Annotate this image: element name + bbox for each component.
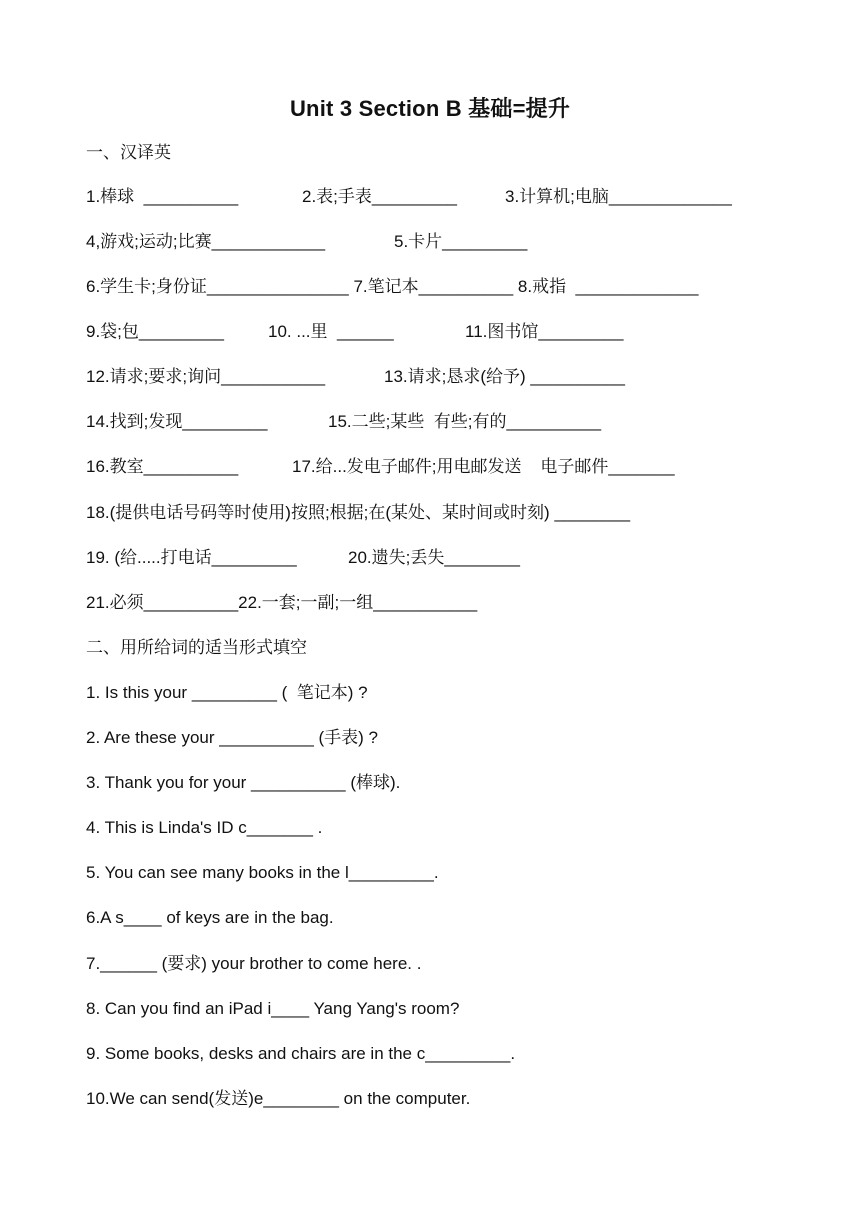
vocab-item-1: 1.棒球 __________ xyxy=(86,187,239,206)
vocab-item-15: 15.二些;某些 有些;有的__________ xyxy=(328,412,602,431)
vocab-item-5: 5.卡片_________ xyxy=(394,232,528,251)
fill-item-1: 1. Is this your _________ ( 笔记本) ? xyxy=(86,683,368,702)
fill-item-8: 8. Can you find an iPad i____ Yang Yang's room? xyxy=(86,999,460,1018)
vocab-items-21-22: 21.必须__________22.一套;一副;一组___________ xyxy=(86,593,478,612)
fill-item-2: 2. Are these your __________ (手表) ? xyxy=(86,728,379,747)
vocab-item-16: 16.教室__________ xyxy=(86,457,239,476)
vocab-item-18: 18.(提供电话号码等时使用)按照;根据;在(某处、某时间或时刻) ________ xyxy=(86,503,631,522)
vocab-item-13: 13.请求;恳求(给予) __________ xyxy=(384,367,625,386)
fill-item-4: 4. This is Linda's ID c_______ . xyxy=(86,818,323,837)
vocab-items-6-8: 6.学生卡;身份证_______________ 7.笔记本__________ 8.戒指 _____________ xyxy=(86,277,699,296)
fill-item-10: 10.We can send(发送)e________ on the computer. xyxy=(86,1089,471,1108)
vocab-item-12: 12.请求;要求;询问___________ xyxy=(86,367,326,386)
vocab-item-4: 4,游戏;运动;比赛____________ xyxy=(86,232,326,251)
fill-item-7: 7.______ (要求) your brother to come here. . xyxy=(86,954,422,973)
vocab-item-2: 2.表;手表_________ xyxy=(302,187,457,206)
fill-item-3: 3. Thank you for your __________ (棒球). xyxy=(86,773,401,792)
vocab-item-11: 11.图书馆_________ xyxy=(465,322,624,341)
vocab-item-9: 9.袋;包_________ xyxy=(86,322,224,341)
vocab-item-10: 10. ...里 ______ xyxy=(268,322,394,341)
page-title: Unit 3 Section B 基础=提升 xyxy=(289,96,571,121)
fill-item-9: 9. Some books, desks and chairs are in the c_________. xyxy=(86,1044,516,1063)
fill-item-5: 5. You can see many books in the l_________. xyxy=(86,863,439,882)
fill-item-6: 6.A s____ of keys are in the bag. xyxy=(86,908,334,927)
vocab-item-20: 20.遗失;丢失________ xyxy=(348,548,520,567)
section1-heading: 一、汉译英 xyxy=(86,143,171,162)
section2-heading: 二、用所给词的适当形式填空 xyxy=(86,638,307,657)
vocab-item-14: 14.找到;发现_________ xyxy=(86,412,268,431)
vocab-item-3: 3.计算机;电脑_____________ xyxy=(505,187,732,206)
vocab-item-17: 17.给...发电子邮件;用电邮发送 电子邮件_______ xyxy=(292,457,675,476)
vocab-item-19: 19. (给.....打电话_________ xyxy=(86,548,297,567)
